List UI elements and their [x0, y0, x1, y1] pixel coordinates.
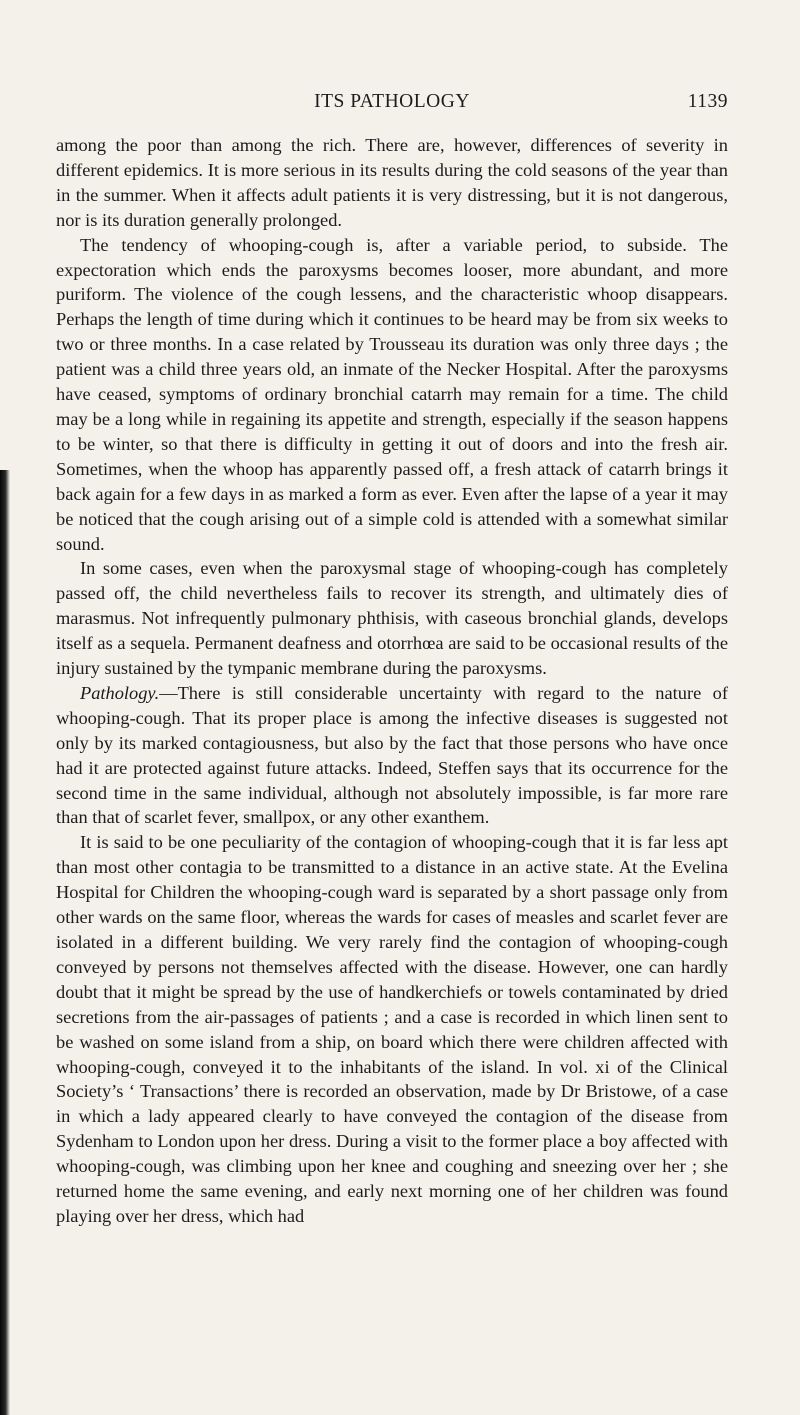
paragraph-contagion: It is said to be one peculiarity of the contagion of whooping-cough that it is far less apt than most other contagia to be transmitted to a distance in an active state. At the Evelina Hospital for Children the whooping-cough ward is separated by a short passage only from other wards on the same floor, whereas the wards for cases of measles and scarlet fever are isolated in a different building. We very rarely find the contagion of whooping-cough conveyed by persons not themselves affected with the disease. However, one can hardly doubt that it might be spread by the use of handkerchiefs or towels contaminated by dried secretions from the air-passages of patients ; and a case is recorded in which linen sent to be washed on some island from a ship, on board which there were children affected with whooping-cough, conveyed it to the inhabitants of the island. In vol. xi of the Clinical Society’s ‘ Transactions’ there is recorded an observation, made by Dr Bristowe, of a case in which a lady appeared clearly to have conveyed the contagion of the disease from Sydenham to London upon her dress. During a visit to the former place a boy affected with whooping-cough, was climbing upon her knee and coughing and sneezing over her ; she returned home the same evening, and early next morning one of her children was found playing over her dress, which had	[56, 832, 728, 1226]
page-number: 1139	[687, 91, 728, 112]
paragraph-pathology	[56, 681, 728, 830]
running-title: ITS PATHOLOGY	[314, 91, 470, 112]
section-heading-pathology: Pathology.	[80, 682, 160, 703]
paragraph-continuation: among the poor than among the rich. There are, however, differences of severity in different epidemics. It is more serious in its results during the cold seasons of the year than in the summer. When it affects adult patients it is very distressing, but it is not dangerous, nor is its duration generally prolonged.	[56, 135, 728, 230]
page-header	[56, 82, 728, 122]
pathology-text: —There is still considerable uncertainty with regard to the nature of whooping-cough. That its proper place is among the infective diseases is suggested not only by its marked contagiousness, but also by the fact that those persons who have once had it are protected against future attacks. Indeed, Steffen says that its occurrence for the second time in the same individual, although not absolutely impossible, is far more rare than that of scarlet fever, smallpox, or any other exanthem.	[56, 682, 728, 828]
paragraph-tendency: The tendency of whooping-cough is, after a variable period, to subside. The expectoration which ends the paroxysms becomes looser, more abundant, and more puriform. The violence of the cough lessens, and the characteristic whoop disappears. Perhaps the length of time during which it continues to be heard may be from six weeks to two or three months. In a case related by Trousseau its duration was only three days ; the patient was a child three years old, an inmate of the Necker Hospital. After the paroxysms have ceased, symptoms of ordinary bronchial catarrh may remain for a time. The child may be a long while in regaining its appetite and strength, especially if the season happens to be winter, so that there is difficulty in getting it out of doors and into the fresh air. Sometimes, when the whoop has apparently passed off, a fresh attack of catarrh brings it back again for a few days in as marked a form as ever. Even after the lapse of a year it may be noticed that the cough arising out of a simple cold is attended with a somewhat similar sound.	[56, 234, 728, 554]
paragraph-sequelae: In some cases, even when the paroxysmal stage of whooping-cough has completely passed off, the child nevertheless fails to recover its strength, and ultimately dies of marasmus. Not infrequently pulmonary phthisis, with caseous bronchial glands, develops itself as a sequela. Permanent deafness and otorrhœa are said to be occasional results of the injury sustained by the tympanic membrane during the paroxysms.	[56, 558, 728, 679]
body-text	[56, 133, 728, 1229]
page-edge-shadow	[0, 470, 10, 1415]
